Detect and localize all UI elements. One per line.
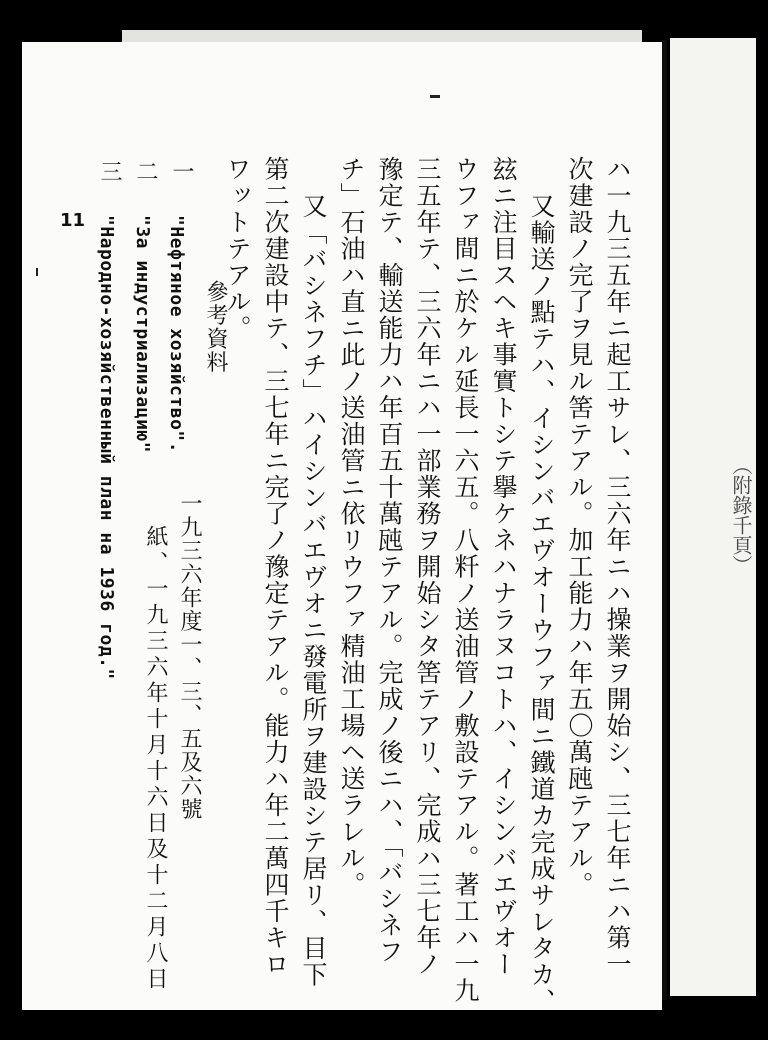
body-column-4: 玆ニ注目スヘキ事實トシテ擧ケネハナラヌコトハ、イシンバエヴオー	[489, 156, 518, 978]
body-column-7: 豫定テ、輸送能力ハ年百五十萬瓲テアル。完成ノ後ニハ、「バシネフ	[375, 156, 404, 965]
reference-detail-1: 一九三六年度一、三、五及六號	[177, 492, 202, 821]
body-column-2: 次建設ノ完了ヲ見ル筈テアル。加工能力ハ年五〇萬瓲テアル。	[565, 156, 594, 898]
body-column-9: 又「バシネフチ」ハイシンバエヴオニ發電所ヲ建設シテ居リ、目下	[299, 193, 328, 988]
reference-detail-2: 紙、一九三六年十月十六日及十二月八日	[143, 525, 168, 993]
body-column-8: チ」石油ハ直ニ此ノ送油管ニ依リウファ精油工場ヘ送ラレル。	[337, 156, 366, 898]
reference-title-2: "За индустриализацию"	[132, 215, 153, 454]
reference-title-1: "Нефтяное хозяйство".	[166, 215, 187, 454]
page-fold-line	[662, 40, 667, 1000]
body-column-5: ウファ間ニ於ケル延長一六五。八粁ノ送油管ノ敷設テアル。著工ハ一九	[451, 156, 480, 1004]
reference-number-2: 二	[133, 160, 158, 184]
body-column-3: 又輸送ノ點テハ、イシンバエヴオーウファ間ニ鐵道カ完成サレタカ、	[527, 193, 556, 1015]
side-margin-note: （附錄千頁）	[729, 455, 753, 575]
body-column-10: 第二次建設中テ、三七年ニ完了ノ豫定テアル。能力ハ年二萬四千キロ	[261, 156, 290, 978]
reference-title-3: "Народно-хозяйственный план на 1936 год."	[96, 215, 117, 680]
references-title: 參考資料	[203, 280, 228, 374]
reference-number-3: 三	[97, 160, 122, 184]
body-column-1: ハ一九三五年ニ起工サレ、三六年ニハ操業ヲ開始シ、三七年ニハ第一	[603, 156, 632, 978]
margin-mark	[36, 268, 38, 276]
reference-number-1: 一	[169, 160, 194, 184]
body-column-6: 三五年テ、三六年ニハ一部業務ヲ開始シタ筈テアリ、完成ハ三七年ノ	[413, 156, 442, 978]
margin-mark	[430, 95, 440, 98]
page-number: 11	[60, 210, 86, 231]
body-column-11: ワットテアル。	[223, 156, 252, 342]
